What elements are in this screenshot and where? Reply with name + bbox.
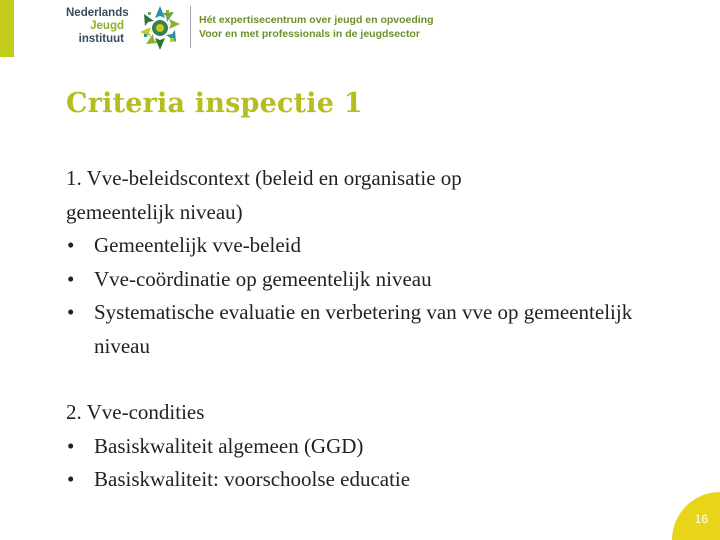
tagline — [199, 13, 434, 41]
section-spacer — [66, 363, 666, 396]
bullet-text: Basiskwaliteit algemeen (GGD) — [94, 433, 364, 458]
section1-heading-line-1: 1. Vve-beleidscontext (beleid en organisatie op — [66, 166, 462, 190]
slide-title: Criteria inspectie 1 — [66, 88, 363, 119]
logo-wordmark — [66, 7, 129, 46]
logo-icon — [136, 4, 184, 52]
bullet-item — [66, 430, 666, 464]
logo-line-2: Jeugd — [90, 20, 124, 32]
bullet-item — [66, 229, 666, 263]
section2-heading: 2. Vve-condities — [66, 400, 205, 424]
bullet-text: Basiskwaliteit: voorschoolse educatie — [94, 467, 411, 491]
bullet-item — [66, 263, 666, 297]
page-number: 16 — [694, 512, 708, 526]
bullet-icon: • — [67, 433, 75, 458]
logo-line-3: instituut — [78, 33, 124, 45]
header-divider — [190, 6, 191, 48]
bullet-icon: • — [67, 300, 75, 324]
bullet-item — [66, 463, 666, 497]
accent-bar — [0, 0, 14, 57]
bullet-text: Gemeentelijk vve-beleid — [94, 233, 301, 257]
bullet-item — [66, 296, 666, 363]
tagline-line-2: Voor en met professionals in de jeugdsector — [199, 28, 420, 40]
tagline-line-1: Hét expertisecentrum over jeugd en opvoeding — [199, 14, 434, 26]
bullet-text: Systematische evaluatie en verbetering van vve op gemeentelijk niveau — [94, 300, 633, 358]
slide-body — [66, 162, 666, 497]
bullet-icon: • — [67, 467, 75, 491]
bullet-text: Vve-coördinatie op gemeentelijk niveau — [94, 266, 432, 291]
section1-heading-line-2: gemeentelijk niveau) — [66, 199, 243, 224]
header — [0, 0, 720, 57]
bullet-icon: • — [67, 266, 75, 291]
bullet-icon: • — [67, 233, 75, 257]
logo-line-1: Nederlands — [66, 7, 129, 19]
